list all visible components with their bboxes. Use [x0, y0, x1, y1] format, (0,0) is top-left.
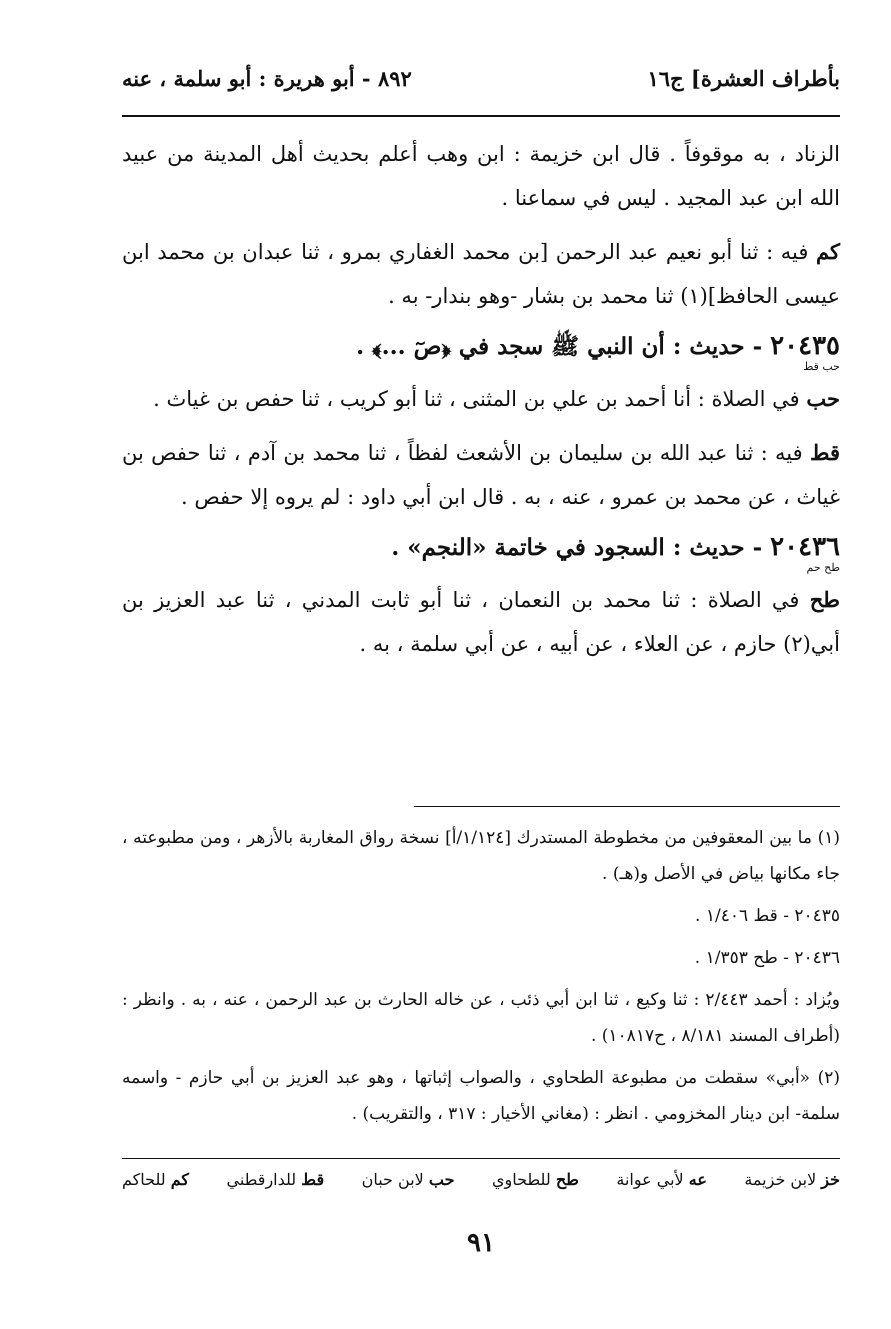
- hadith-heading: [122, 328, 840, 365]
- header-divider: [122, 115, 840, 117]
- source-code: كم: [816, 239, 840, 264]
- footnote: (١) ما بين المعقوفين من مخطوطة المستدرك [١/١٢٤/أ] نسخة رواق المغاربة بالأزهر ، ومن مطبوعته ، جاء مكانها بياض في الأصل و(هـ) .: [122, 828, 840, 884]
- abbreviation-code: حب: [428, 1170, 455, 1189]
- abbreviation-code: خز: [821, 1170, 840, 1189]
- abbreviation-code: كم: [170, 1170, 190, 1189]
- main-text: [122, 132, 840, 672]
- page-number: ٩١: [467, 1228, 495, 1258]
- abbreviation-label: للحاكم: [122, 1170, 171, 1189]
- paragraph-text: في الصلاة : ثنا محمد بن النعمان ، ثنا أبو ثابت المدني ، ثنا عبد العزيز بن أبي(٢) حازم ، عن العلاء ، عن أبيه ، عن أبي سلمة ، به .: [122, 588, 840, 656]
- paragraph-text: فيه : ثنا أبو نعيم عبد الرحمن [بن محمد الغفاري بمرو ، ثنا عبدان بن محمد ابن عيسى الحافظ](١) ثنا محمد بن بشار -وهو بندار- به .: [122, 240, 840, 308]
- source-code: قط: [810, 440, 840, 465]
- paragraph: [122, 377, 840, 421]
- paragraph: [122, 578, 840, 666]
- footnote: (٢) «أبي» سقطت من مطبوعة الطحاوي ، والصواب إثباتها ، وهو عبد العزيز بن أبي حازم - واسمه سلمة- ابن دينار المخزومي . انظر : (مغاني الأخيار : ٣١٧ ، والتقريب) .: [122, 1068, 840, 1124]
- source-code: طح: [809, 587, 840, 612]
- hadith-source-codes: طح حم: [806, 561, 840, 574]
- abbreviation-code: قط: [301, 1170, 325, 1189]
- hadith-title-text: - حديث : أن النبي ﷺ سجد في ﴿صٓ ...﴾ .: [356, 333, 771, 360]
- footnote: ٢٠٤٣٥ - قط ١/٤٠٦ .: [695, 906, 840, 926]
- hadith-number: ٢٠٤٣٥: [770, 331, 840, 361]
- paragraph-text: في الصلاة : أنا أحمد بن علي بن المثنى ، ثنا أبو كريب ، ثنا حفص بن غياث .: [153, 387, 807, 411]
- abbreviation-item: [122, 1166, 189, 1194]
- footnote-divider: [414, 806, 840, 807]
- source-code: حب: [806, 386, 840, 411]
- hadith-source-codes: حب قط: [803, 360, 840, 373]
- header-volume: بأطراف العشرة] ج١٦: [647, 66, 840, 91]
- abbreviation-code: عه: [688, 1170, 707, 1189]
- abbreviation-label: للدارقطني: [226, 1170, 302, 1189]
- abbreviation-label: لأبي عوانة: [616, 1170, 689, 1189]
- abbreviation-key: [122, 1166, 840, 1194]
- abbreviation-label: لابن خزيمة: [744, 1170, 822, 1189]
- abbreviation-divider: [122, 1158, 840, 1159]
- hadith-number: ٢٠٤٣٦: [770, 532, 840, 562]
- hadith-heading: [122, 529, 840, 566]
- abbreviation-item: [616, 1166, 707, 1194]
- paragraph: [122, 132, 840, 220]
- footnote: ٢٠٤٣٦ - طح ١/٣٥٣ .: [694, 948, 840, 968]
- abbreviation-item: [744, 1166, 840, 1194]
- abbreviation-item: [227, 1166, 325, 1194]
- abbreviation-code: طح: [555, 1170, 579, 1189]
- running-header: [122, 58, 840, 98]
- abbreviation-label: لابن حبان: [361, 1170, 429, 1189]
- footnotes: [122, 820, 840, 1138]
- abbreviation-label: للطحاوي: [491, 1170, 556, 1189]
- header-section: ٨٩٢ - أبو هريرة : أبو سلمة ، عنه: [122, 66, 412, 91]
- abbreviation-item: [362, 1166, 455, 1194]
- footnote: ويُزاد : أحمد ٢/٤٤٣ : ثنا وكيع ، ثنا ابن أبي ذئب ، عن خاله الحارث بن عبد الرحمن ، عنه ، به . وانظر : (أطراف المسند ٨/١٨١ ، ح١٠٨١٧) .: [122, 990, 840, 1046]
- paragraph: [122, 230, 840, 318]
- paragraph-text: فيه : ثنا عبد الله بن سليمان بن الأشعث لفظاً ، ثنا محمد بن آدم ، ثنا حفص بن غياث ، عن محمد بن عمرو ، عنه ، به . قال ابن أبي داود : لم يروه إلا حفص .: [122, 441, 840, 509]
- paragraph: [122, 431, 840, 519]
- hadith-title-text: - حديث : السجود في خاتمة «النجم» .: [391, 534, 771, 561]
- paragraph-text: الزناد ، به موقوفاً . قال ابن خزيمة : ابن وهب أعلم بحديث أهل المدينة من عبيد الله ابن عبد المجيد . ليس في سماعنا .: [122, 142, 840, 210]
- abbreviation-item: [492, 1166, 579, 1194]
